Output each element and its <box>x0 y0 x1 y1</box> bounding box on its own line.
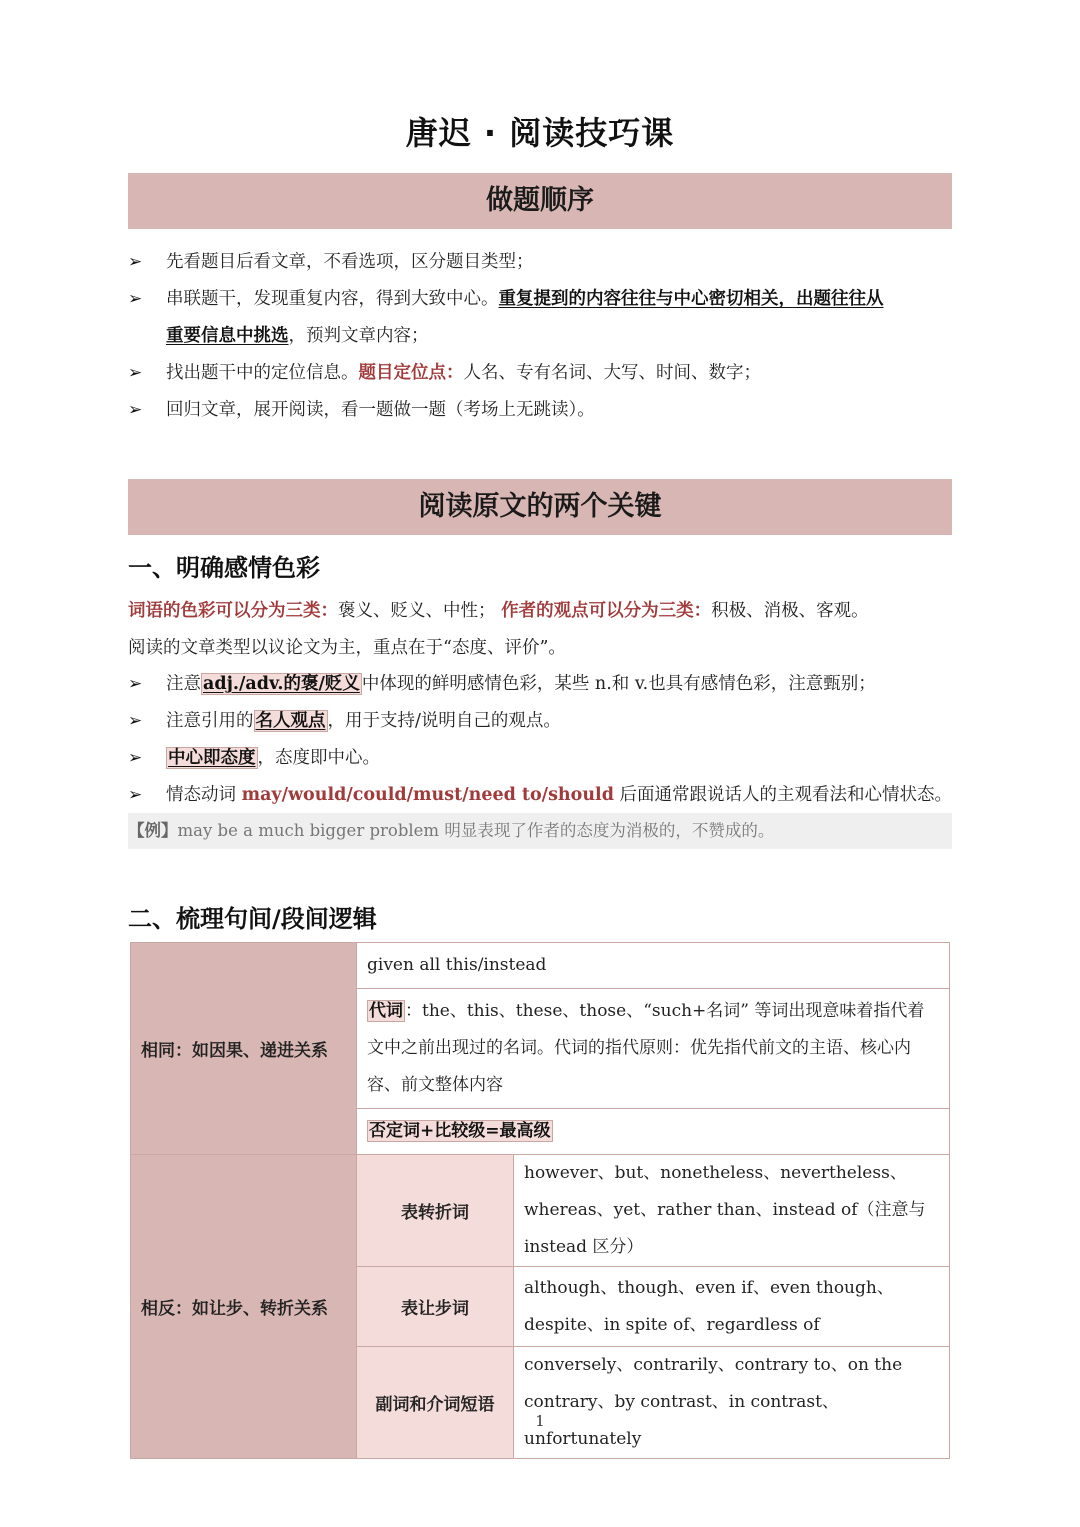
table-cell: however、but、nonetheless、nevertheless、whereas、yet、rather than、instead of（注意与 instead 区分） <box>514 1155 950 1267</box>
red-keyword: may/would/could/must/need to/should <box>241 785 614 805</box>
highlight-box: 名人观点 <box>255 711 326 731</box>
list-item: ➢ 中心即态度 ，态度即中心。 <box>128 740 952 777</box>
table-row <box>131 1155 950 1267</box>
table-subheader: 表让步词 <box>357 1267 514 1347</box>
document-title: 唐迟 · 阅读技巧课 <box>405 114 675 152</box>
contrast-relation-label: 相反：如让步、转折关系 <box>131 1155 357 1459</box>
highlight-box: adj./adv.的褒/贬义 <box>203 674 360 694</box>
arrow-bullet-icon: ➢ <box>128 748 143 768</box>
table-cell: 代词 ：the、this、these、those、“such+名词” 等词出现意味着指代着文中之前出现过的名词。代词的指代原则：优先指代前文的主语、核心内容、前文整体内容 <box>357 989 950 1109</box>
highlight-box: 中心即态度 <box>168 748 256 768</box>
arrow-bullet-icon: ➢ <box>128 400 143 420</box>
subheading-sentiment: 一、明确感情色彩 <box>128 554 320 582</box>
arrow-bullet-icon: ➢ <box>128 252 143 272</box>
section-banner-keys: 阅读原文的两个关键 <box>128 479 952 535</box>
list-item: ➢ 注意引用的 名人观点 ，用于支持/说明自己的观点。 <box>128 703 952 740</box>
underlined-emphasis: 重要信息中挑选 <box>166 326 289 346</box>
table-subheader: 表转折词 <box>357 1155 514 1267</box>
arrow-bullet-icon: ➢ <box>128 711 143 731</box>
same-relation-label: 相同：如因果、递进关系 <box>131 943 357 1155</box>
arrow-bullet-icon: ➢ <box>128 785 143 805</box>
arrow-bullet-icon: ➢ <box>128 363 143 383</box>
example-tag: 【例】 <box>128 821 178 840</box>
underlined-emphasis: 重复提到的内容往往与中心密切相关，出题往往从 <box>498 289 884 309</box>
section-banner-order: 做题顺序 <box>128 173 952 229</box>
subheading-logic: 二、梳理句间/段间逻辑 <box>128 905 377 933</box>
sentiment-bullet-list <box>128 666 952 814</box>
table-cell: conversely、contrarily、contrary to、on the contrary、by contrast、in contrast、unfortunately <box>514 1347 950 1459</box>
list-item: ➢ 情态动词 may/would/could/must/need to/should 后面通常跟说话人的主观看法和心情状态。 <box>128 777 952 814</box>
list-item: ➢ 串联题干，发现重复内容，得到大致中心。重复提到的内容往往与中心密切相关，出题往往从 重要信息中挑选，预判文章内容； <box>128 281 952 355</box>
page-number: 1 <box>535 1412 545 1430</box>
list-item: ➢ 回归文章，展开阅读，看一题做一题（考场上无跳读）。 <box>128 392 952 429</box>
arrow-bullet-icon: ➢ <box>128 674 143 694</box>
red-keyword: 题目定位点： <box>358 363 464 383</box>
example-text: may be a much bigger problem 明显表现了作者的态度为消极的，不赞成的。 <box>177 821 775 840</box>
highlight-box: 代词 <box>369 1001 403 1021</box>
table-row <box>131 943 950 989</box>
order-bullet-list <box>128 244 952 429</box>
logic-table <box>130 942 950 1459</box>
table-cell: given all this/instead <box>357 943 950 989</box>
table-cell <box>357 1109 950 1155</box>
arrow-bullet-icon: ➢ <box>128 289 143 309</box>
list-item: ➢ 注意 adj./adv.的褒/贬义 中体现的鲜明感情色彩，某些 n.和 v.也具有感情色彩，注意甄别； <box>128 666 952 703</box>
highlight-box: 否定词+比较级=最高级 <box>369 1121 551 1141</box>
sentiment-intro: 词语的色彩可以分为三类：褒义、贬义、中性； 作者的观点可以分为三类：积极、消极、客观。 阅读的文章类型以议论文为主，重点在于“态度、评价”。 <box>128 601 869 658</box>
example-box <box>128 813 952 849</box>
list-item: ➢ 先看题目后看文章，不看选项，区分题目类型； <box>128 244 952 281</box>
table-cell: although、though、even if、even though、despite、in spite of、regardless of <box>514 1267 950 1347</box>
list-item: ➢ 找出题干中的定位信息。题目定位点：人名、专有名词、大写、时间、数字； <box>128 355 952 392</box>
table-subheader: 副词和介词短语 <box>357 1347 514 1459</box>
